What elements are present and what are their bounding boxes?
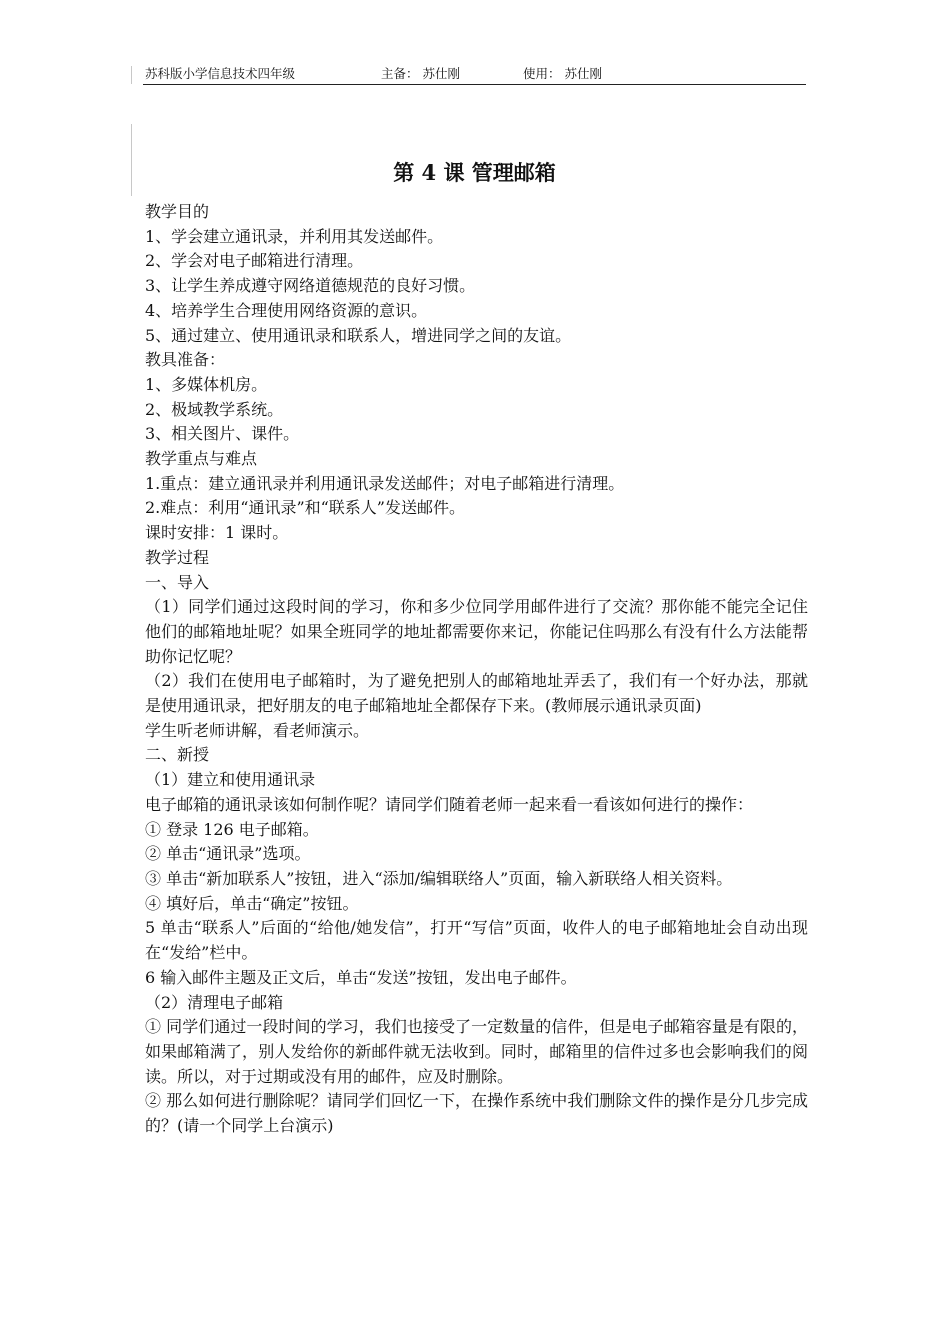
- section-heading-objectives: 教学目的: [145, 202, 210, 221]
- section-heading-key-points: 教学重点与难点: [145, 449, 258, 469]
- page-header: [143, 66, 806, 85]
- body-paragraph: ② 那么如何进行删除呢？请同学们回忆一下，在操作系统中我们删除文件的操作是分几步完成的？(请一个同学上台演示): [145, 1091, 808, 1136]
- section-heading-process: 教学过程: [145, 547, 210, 567]
- material-item: 3、相关图片、课件。: [145, 424, 300, 444]
- subsection-heading-new-lesson: 二、新授: [145, 745, 210, 765]
- lesson-title: 第 4 课 管理邮箱: [393, 160, 556, 185]
- objective-item: 3、让学生养成遵守网络道德规范的良好习惯。: [145, 276, 476, 296]
- material-item: 1、多媒体机房。: [145, 374, 268, 394]
- body-paragraph: 电子邮箱的通讯录该如何制作呢？请同学们随着老师一起来看一看该如何进行的操作：: [145, 794, 754, 814]
- section-heading-materials: 教具准备：: [145, 350, 226, 370]
- schedule-line: 课时安排：1 课时。: [145, 523, 289, 543]
- objective-item: 5、通过建立、使用通讯录和联系人，增进同学之间的友谊。: [145, 325, 572, 345]
- header-prepared-by: 主备： 苏仕刚: [381, 66, 460, 81]
- step-item: ② 单击“通讯录”选项。: [145, 844, 311, 864]
- step-item: ③ 单击“新加联系人”按钮，进入“添加/编辑联络人”页面，输入新联络人相关资料。: [145, 868, 733, 888]
- step-item: 6 输入邮件主题及正文后，单击“发送”按钮，发出电子邮件。: [145, 967, 577, 987]
- header-book: 苏科版小学信息技术四年级: [145, 66, 296, 81]
- key-point-item: 2.难点：利用“通讯录”和“联系人”发送邮件。: [145, 498, 465, 518]
- objective-item: 4、培养学生合理使用网络资源的意识。: [145, 300, 428, 320]
- key-point-item: 1.重点：建立通讯录并利用通讯录发送邮件；对电子邮箱进行清理。: [145, 473, 625, 493]
- body-paragraph: （2）我们在使用电子邮箱时，为了避免把别人的邮箱地址弄丢了，我们有一个好办法，那就是使用通讯录，把好朋友的电子邮箱地址全都保存下来。(教师展示通讯录页面): [145, 671, 808, 716]
- lesson-body: [145, 200, 808, 1139]
- margin-line-top: [131, 66, 132, 84]
- body-paragraph: （1）同学们通过这段时间的学习，你和多少位同学用邮件进行了交流？那你能不能完全记住他们的邮箱地址呢？如果全班同学的地址都需要你来记，你能记住吗那么有没有什么方法能帮助你记忆呢？: [145, 597, 808, 666]
- step-item: 5 单击“联系人”后面的“给他/她发信”，打开“写信”页面，收件人的电子邮箱地址会自动出现在“发给”栏中。: [145, 918, 808, 963]
- step-item: ④ 填好后，单击“确定”按钮。: [145, 893, 359, 913]
- subsection-heading-cleanup: （2）清理电子邮箱: [145, 992, 284, 1012]
- header-used-by: 使用： 苏仕刚: [523, 66, 602, 81]
- step-item: ① 登录 126 电子邮箱。: [145, 819, 319, 839]
- margin-line-mid: [131, 124, 132, 196]
- body-paragraph: 学生听老师讲解，看老师演示。: [145, 720, 370, 740]
- objective-item: 1、学会建立通讯录，并利用其发送邮件。: [145, 226, 444, 246]
- material-item: 2、极域教学系统。: [145, 399, 284, 419]
- objective-item: 2、学会对电子邮箱进行清理。: [145, 251, 364, 271]
- body-paragraph: ① 同学们通过一段时间的学习，我们也接受了一定数量的信件，但是电子邮箱容量是有限的，如果邮箱满了，别人发给你的新邮件就无法收到。同时，邮箱里的信件过多也会影响我们的阅读。所以，对于过期或没有用的邮件，应及时删除。: [145, 1017, 808, 1086]
- subsection-heading-contacts: （1）建立和使用通讯录: [145, 770, 316, 790]
- subsection-heading-intro: 一、导入: [145, 572, 210, 592]
